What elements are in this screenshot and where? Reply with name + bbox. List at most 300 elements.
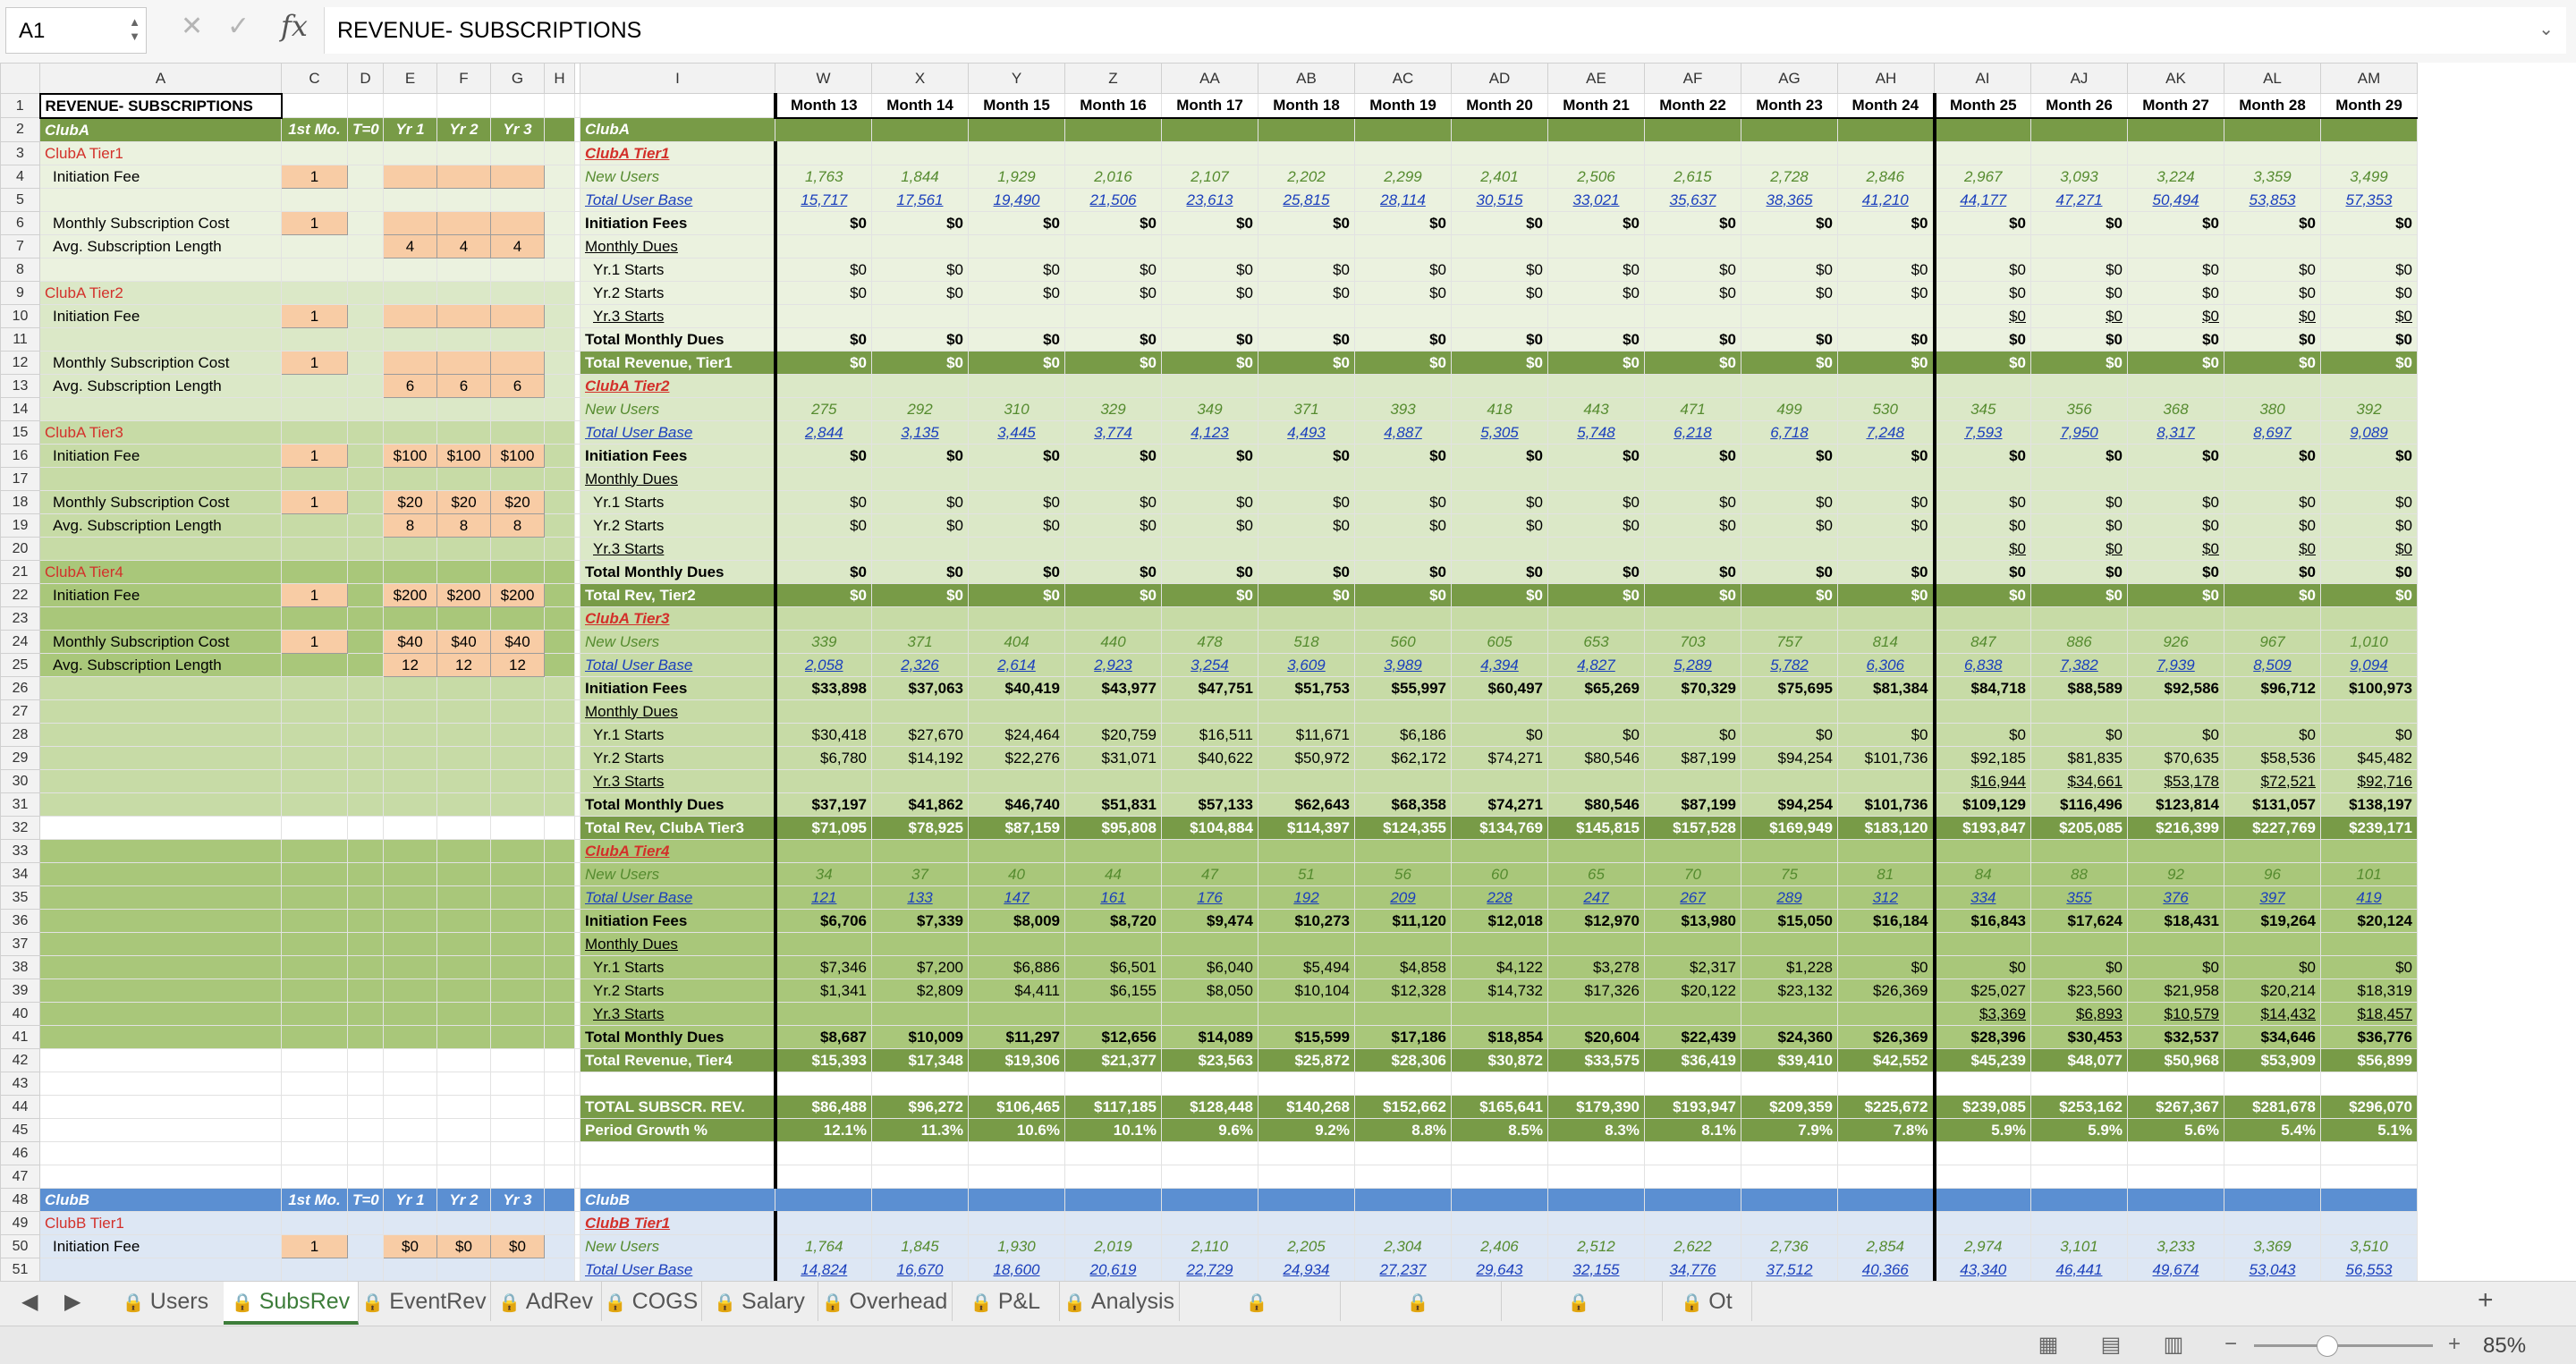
cell[interactable] [491, 862, 545, 885]
value-cell[interactable]: $10,273 [1258, 909, 1355, 932]
value-cell[interactable] [1065, 839, 1162, 862]
cell[interactable] [545, 94, 575, 118]
row-header[interactable]: 23 [1, 606, 40, 630]
value-cell[interactable]: $101,736 [1838, 746, 1935, 769]
cell[interactable]: Yr 3 [491, 1188, 545, 1211]
value-cell[interactable] [2224, 141, 2321, 165]
input-cell[interactable]: 4 [384, 234, 437, 258]
value-cell[interactable] [2031, 1188, 2128, 1211]
value-cell[interactable] [2031, 1072, 2128, 1095]
cell[interactable] [437, 606, 491, 630]
value-cell[interactable]: $0 [2321, 351, 2418, 374]
value-cell[interactable] [1741, 304, 1838, 327]
value-cell[interactable]: $0 [1838, 351, 1935, 374]
value-cell[interactable]: $4,411 [969, 979, 1065, 1002]
value-cell[interactable]: 2,205 [1258, 1234, 1355, 1258]
value-cell[interactable]: $11,671 [1258, 723, 1355, 746]
column-header[interactable]: AH [1838, 64, 1935, 94]
cell[interactable] [282, 281, 348, 304]
value-cell[interactable]: $4,858 [1355, 955, 1452, 979]
value-cell[interactable]: $0 [2128, 560, 2224, 583]
value-cell[interactable]: $0 [2321, 560, 2418, 583]
value-cell[interactable]: $0 [1452, 444, 1548, 467]
value-cell[interactable]: $0 [1355, 490, 1452, 513]
value-cell[interactable]: $45,482 [2321, 746, 2418, 769]
value-cell[interactable] [1741, 234, 1838, 258]
cell[interactable] [437, 979, 491, 1002]
value-cell[interactable]: $12,656 [1065, 1025, 1162, 1048]
value-cell[interactable]: $0 [2031, 723, 2128, 746]
value-cell[interactable]: $0 [1548, 560, 1645, 583]
value-cell[interactable]: $25,027 [1935, 979, 2031, 1002]
value-cell[interactable] [1258, 467, 1355, 490]
value-cell[interactable]: $0 [2031, 304, 2128, 327]
value-cell[interactable] [1258, 304, 1355, 327]
cell[interactable] [282, 537, 348, 560]
cell[interactable] [491, 676, 545, 699]
input-cell[interactable]: $0 [491, 1234, 545, 1258]
cell[interactable] [348, 932, 384, 955]
value-cell[interactable]: 4,394 [1452, 653, 1548, 676]
value-cell[interactable] [775, 537, 872, 560]
cell[interactable] [282, 397, 348, 420]
value-cell[interactable] [775, 304, 872, 327]
value-cell[interactable]: $0 [2224, 327, 2321, 351]
value-cell[interactable] [1452, 1188, 1548, 1211]
value-cell[interactable]: 847 [1935, 630, 2031, 653]
value-cell[interactable]: $0 [872, 351, 969, 374]
value-cell[interactable]: 25,815 [1258, 188, 1355, 211]
value-cell[interactable]: $56,899 [2321, 1048, 2418, 1072]
value-cell[interactable] [1548, 1002, 1645, 1025]
value-cell[interactable] [1645, 1072, 1741, 1095]
value-cell[interactable] [2224, 932, 2321, 955]
value-cell[interactable]: $28,306 [1355, 1048, 1452, 1072]
cell[interactable] [545, 792, 575, 816]
value-cell[interactable]: 1,844 [872, 165, 969, 188]
value-cell[interactable]: 376 [2128, 885, 2224, 909]
value-cell[interactable]: 2,401 [1452, 165, 1548, 188]
value-cell[interactable]: 9.6% [1162, 1118, 1258, 1141]
input-cell[interactable]: 1 [282, 583, 348, 606]
value-cell[interactable]: 2,202 [1258, 165, 1355, 188]
value-cell[interactable] [1452, 1211, 1548, 1234]
cell[interactable] [384, 932, 437, 955]
cell[interactable] [348, 885, 384, 909]
value-cell[interactable]: $22,276 [969, 746, 1065, 769]
next-sheet-icon[interactable]: ▶ [64, 1290, 81, 1314]
cell[interactable] [348, 351, 384, 374]
cell[interactable] [437, 1118, 491, 1141]
value-cell[interactable]: $106,465 [969, 1095, 1065, 1118]
spreadsheet-grid[interactable] [0, 63, 2576, 1281]
value-cell[interactable] [1548, 769, 1645, 792]
cell[interactable] [384, 1025, 437, 1048]
add-sheet-button[interactable]: + [2478, 1285, 2494, 1315]
row-header[interactable]: 50 [1, 1234, 40, 1258]
value-cell[interactable]: 3,233 [2128, 1234, 2224, 1258]
cell[interactable] [491, 955, 545, 979]
value-cell[interactable] [872, 141, 969, 165]
value-cell[interactable]: $183,120 [1838, 816, 1935, 839]
value-cell[interactable] [1065, 467, 1162, 490]
value-cell[interactable]: $10,009 [872, 1025, 969, 1048]
cell[interactable] [545, 1072, 575, 1095]
value-cell[interactable]: $0 [969, 490, 1065, 513]
input-cell[interactable]: 12 [384, 653, 437, 676]
value-cell[interactable]: $128,448 [1162, 1095, 1258, 1118]
row-header[interactable]: 2 [1, 118, 40, 142]
cell[interactable] [545, 932, 575, 955]
value-cell[interactable]: 14,824 [775, 1258, 872, 1281]
value-cell[interactable]: $33,898 [775, 676, 872, 699]
row-header[interactable]: 6 [1, 211, 40, 234]
cell[interactable] [282, 1048, 348, 1072]
value-cell[interactable] [969, 839, 1065, 862]
value-cell[interactable]: 886 [2031, 630, 2128, 653]
value-cell[interactable] [2321, 699, 2418, 723]
value-cell[interactable]: $0 [1452, 723, 1548, 746]
value-cell[interactable]: $0 [2031, 513, 2128, 537]
value-cell[interactable] [1548, 839, 1645, 862]
cell[interactable] [491, 932, 545, 955]
value-cell[interactable]: $24,464 [969, 723, 1065, 746]
value-cell[interactable] [775, 699, 872, 723]
cell[interactable] [282, 792, 348, 816]
value-cell[interactable]: $0 [1935, 513, 2031, 537]
value-cell[interactable]: $0 [1065, 490, 1162, 513]
cell[interactable] [491, 141, 545, 165]
cell[interactable] [545, 862, 575, 885]
value-cell[interactable]: 267 [1645, 885, 1741, 909]
cell[interactable] [282, 1118, 348, 1141]
value-cell[interactable] [1548, 1072, 1645, 1095]
cell[interactable] [545, 1141, 575, 1165]
value-cell[interactable]: $34,646 [2224, 1025, 2321, 1048]
value-cell[interactable]: $0 [1548, 327, 1645, 351]
value-cell[interactable]: 703 [1645, 630, 1741, 653]
value-cell[interactable]: $15,599 [1258, 1025, 1355, 1048]
value-cell[interactable]: 57,353 [2321, 188, 2418, 211]
cell[interactable] [282, 979, 348, 1002]
row-header[interactable]: 13 [1, 374, 40, 397]
value-cell[interactable] [1452, 1072, 1548, 1095]
cell[interactable] [545, 165, 575, 188]
cell[interactable] [384, 281, 437, 304]
value-cell[interactable] [1065, 1072, 1162, 1095]
value-cell[interactable] [775, 234, 872, 258]
value-cell[interactable] [1645, 304, 1741, 327]
value-cell[interactable]: 418 [1452, 397, 1548, 420]
value-cell[interactable] [1838, 699, 1935, 723]
value-cell[interactable]: $5,494 [1258, 955, 1355, 979]
tab-analysis[interactable] [1059, 1282, 1180, 1321]
column-header[interactable]: AC [1355, 64, 1452, 94]
cell[interactable] [348, 188, 384, 211]
cell[interactable] [545, 188, 575, 211]
value-cell[interactable]: $0 [2321, 955, 2418, 979]
value-cell[interactable]: $0 [2128, 258, 2224, 281]
value-cell[interactable] [1258, 769, 1355, 792]
value-cell[interactable] [775, 118, 872, 142]
cell[interactable] [384, 723, 437, 746]
value-cell[interactable] [1935, 699, 2031, 723]
cell[interactable] [437, 188, 491, 211]
value-cell[interactable]: $6,040 [1162, 955, 1258, 979]
value-cell[interactable]: 50,494 [2128, 188, 2224, 211]
cell[interactable] [348, 909, 384, 932]
cell[interactable] [282, 1025, 348, 1048]
cell[interactable] [491, 327, 545, 351]
value-cell[interactable] [1355, 467, 1452, 490]
value-cell[interactable]: 339 [775, 630, 872, 653]
value-cell[interactable]: 2,512 [1548, 1234, 1645, 1258]
value-cell[interactable]: 5.9% [1935, 1118, 2031, 1141]
row-header[interactable]: 1 [1, 94, 40, 118]
value-cell[interactable]: 471 [1645, 397, 1741, 420]
value-cell[interactable] [1258, 1002, 1355, 1025]
value-cell[interactable]: $0 [1355, 258, 1452, 281]
cell[interactable] [348, 560, 384, 583]
value-cell[interactable]: $36,776 [2321, 1025, 2418, 1048]
input-cell[interactable]: 6 [491, 374, 545, 397]
cell[interactable] [348, 792, 384, 816]
cell[interactable] [348, 1234, 384, 1258]
value-cell[interactable]: $0 [1838, 327, 1935, 351]
cell[interactable] [282, 606, 348, 630]
value-cell[interactable]: $134,769 [1452, 816, 1548, 839]
value-cell[interactable]: $0 [1355, 211, 1452, 234]
value-cell[interactable]: $0 [1645, 513, 1741, 537]
value-cell[interactable]: $0 [1452, 211, 1548, 234]
cell[interactable] [384, 188, 437, 211]
value-cell[interactable]: 5,748 [1548, 420, 1645, 444]
value-cell[interactable] [1355, 1188, 1452, 1211]
value-cell[interactable]: 1,845 [872, 1234, 969, 1258]
value-cell[interactable] [775, 1188, 872, 1211]
value-cell[interactable]: $0 [872, 583, 969, 606]
cell[interactable] [282, 816, 348, 839]
cell[interactable] [348, 653, 384, 676]
value-cell[interactable]: $0 [1162, 560, 1258, 583]
value-cell[interactable] [1258, 1188, 1355, 1211]
input-cell[interactable]: 8 [384, 513, 437, 537]
value-cell[interactable]: 101 [2321, 862, 2418, 885]
value-cell[interactable]: $47,751 [1162, 676, 1258, 699]
value-cell[interactable]: $72,521 [2224, 769, 2321, 792]
value-cell[interactable] [1162, 141, 1258, 165]
value-cell[interactable]: 84 [1935, 862, 2031, 885]
value-cell[interactable] [969, 1072, 1065, 1095]
cell[interactable] [545, 513, 575, 537]
value-cell[interactable] [1355, 537, 1452, 560]
value-cell[interactable]: $116,496 [2031, 792, 2128, 816]
value-cell[interactable] [775, 932, 872, 955]
value-cell[interactable]: $7,339 [872, 909, 969, 932]
value-cell[interactable]: $94,254 [1741, 746, 1838, 769]
value-cell[interactable]: $0 [1645, 211, 1741, 234]
value-cell[interactable]: $92,185 [1935, 746, 2031, 769]
input-cell[interactable]: 4 [491, 234, 545, 258]
row-header[interactable]: 11 [1, 327, 40, 351]
value-cell[interactable] [775, 1211, 872, 1234]
value-cell[interactable]: $0 [2128, 955, 2224, 979]
value-cell[interactable]: $0 [2321, 258, 2418, 281]
cell[interactable] [384, 537, 437, 560]
cell[interactable] [545, 1025, 575, 1048]
value-cell[interactable]: $0 [1741, 444, 1838, 467]
value-cell[interactable]: $0 [775, 444, 872, 467]
value-cell[interactable] [2224, 118, 2321, 142]
input-cell[interactable] [384, 165, 437, 188]
value-cell[interactable] [2128, 606, 2224, 630]
column-header[interactable]: A [40, 64, 282, 94]
value-cell[interactable] [1355, 769, 1452, 792]
value-cell[interactable]: 404 [969, 630, 1065, 653]
value-cell[interactable]: 2,110 [1162, 1234, 1258, 1258]
cell[interactable] [282, 1165, 348, 1188]
value-cell[interactable] [872, 1002, 969, 1025]
value-cell[interactable]: $1,228 [1741, 955, 1838, 979]
value-cell[interactable] [1258, 606, 1355, 630]
value-cell[interactable]: 3,135 [872, 420, 969, 444]
chevron-down-icon[interactable]: ⌄ [2538, 20, 2554, 39]
value-cell[interactable] [969, 467, 1065, 490]
insert-function-icon[interactable]: fx [281, 9, 308, 43]
value-cell[interactable]: $0 [1258, 258, 1355, 281]
cell[interactable] [384, 397, 437, 420]
value-cell[interactable]: $0 [1452, 258, 1548, 281]
value-cell[interactable]: $0 [2321, 304, 2418, 327]
value-cell[interactable] [1355, 606, 1452, 630]
cell[interactable] [348, 1211, 384, 1234]
value-cell[interactable]: $0 [1741, 258, 1838, 281]
value-cell[interactable] [1935, 839, 2031, 862]
value-cell[interactable]: 8,317 [2128, 420, 2224, 444]
value-cell[interactable]: 53,853 [2224, 188, 2321, 211]
value-cell[interactable]: $145,815 [1548, 816, 1645, 839]
value-cell[interactable] [969, 769, 1065, 792]
value-cell[interactable]: 2,923 [1065, 653, 1162, 676]
zoom-slider[interactable] [2254, 1344, 2433, 1347]
input-cell[interactable]: $0 [384, 1234, 437, 1258]
value-cell[interactable]: 3,445 [969, 420, 1065, 444]
cell[interactable] [545, 281, 575, 304]
value-cell[interactable]: 34,776 [1645, 1258, 1741, 1281]
input-cell[interactable]: 1 [282, 165, 348, 188]
value-cell[interactable] [1548, 118, 1645, 142]
cell[interactable] [282, 1258, 348, 1281]
value-cell[interactable]: 392 [2321, 397, 2418, 420]
value-cell[interactable]: $0 [969, 211, 1065, 234]
column-header[interactable]: AD [1452, 64, 1548, 94]
value-cell[interactable]: $6,706 [775, 909, 872, 932]
value-cell[interactable] [1645, 839, 1741, 862]
value-cell[interactable] [2128, 141, 2224, 165]
value-cell[interactable]: 499 [1741, 397, 1838, 420]
value-cell[interactable]: $0 [1065, 327, 1162, 351]
input-cell[interactable] [437, 165, 491, 188]
row-header[interactable]: 26 [1, 676, 40, 699]
column-header[interactable]: AL [2224, 64, 2321, 94]
value-cell[interactable] [1645, 1002, 1741, 1025]
value-cell[interactable]: $12,970 [1548, 909, 1645, 932]
value-cell[interactable]: $14,192 [872, 746, 969, 769]
cell[interactable] [348, 955, 384, 979]
value-cell[interactable]: $0 [2321, 490, 2418, 513]
value-cell[interactable]: $23,560 [2031, 979, 2128, 1002]
row-header[interactable]: 16 [1, 444, 40, 467]
value-cell[interactable] [1741, 537, 1838, 560]
value-cell[interactable]: $0 [872, 211, 969, 234]
cell[interactable] [545, 979, 575, 1002]
value-cell[interactable]: $30,453 [2031, 1025, 2128, 1048]
value-cell[interactable]: $0 [2224, 444, 2321, 467]
value-cell[interactable] [1355, 1072, 1452, 1095]
cell[interactable] [348, 444, 384, 467]
cell[interactable] [491, 420, 545, 444]
cell[interactable] [491, 723, 545, 746]
value-cell[interactable] [1741, 932, 1838, 955]
value-cell[interactable]: 3,254 [1162, 653, 1258, 676]
value-cell[interactable]: $0 [1741, 583, 1838, 606]
value-cell[interactable] [1162, 118, 1258, 142]
value-cell[interactable] [2321, 839, 2418, 862]
value-cell[interactable] [1838, 141, 1935, 165]
value-cell[interactable]: 440 [1065, 630, 1162, 653]
cell[interactable] [545, 537, 575, 560]
value-cell[interactable]: $0 [1645, 490, 1741, 513]
value-cell[interactable]: 20,619 [1065, 1258, 1162, 1281]
value-cell[interactable]: $0 [1741, 211, 1838, 234]
cell[interactable] [437, 1072, 491, 1095]
value-cell[interactable]: 40,366 [1838, 1258, 1935, 1281]
column-header[interactable]: AA [1162, 64, 1258, 94]
value-cell[interactable]: $17,624 [2031, 909, 2128, 932]
value-cell[interactable]: $0 [1935, 444, 2031, 467]
cell[interactable] [545, 1095, 575, 1118]
cell[interactable] [282, 467, 348, 490]
column-header[interactable]: G [491, 64, 545, 94]
row-header[interactable]: 30 [1, 769, 40, 792]
value-cell[interactable]: 3,369 [2224, 1234, 2321, 1258]
cell[interactable] [282, 1072, 348, 1095]
value-cell[interactable] [775, 1072, 872, 1095]
value-cell[interactable]: 2,622 [1645, 1234, 1741, 1258]
row-header[interactable]: 24 [1, 630, 40, 653]
value-cell[interactable] [2321, 932, 2418, 955]
input-cell[interactable]: 6 [437, 374, 491, 397]
value-cell[interactable]: 2,854 [1838, 1234, 1935, 1258]
row-header[interactable]: 28 [1, 723, 40, 746]
value-cell[interactable]: 28,114 [1355, 188, 1452, 211]
value-cell[interactable]: $0 [1935, 723, 2031, 746]
row-header[interactable]: 25 [1, 653, 40, 676]
row-header[interactable]: 5 [1, 188, 40, 211]
row-header[interactable]: 38 [1, 955, 40, 979]
value-cell[interactable]: $65,269 [1548, 676, 1645, 699]
cell[interactable] [491, 258, 545, 281]
row-header[interactable]: 51 [1, 1258, 40, 1281]
value-cell[interactable] [1452, 699, 1548, 723]
value-cell[interactable]: 653 [1548, 630, 1645, 653]
row-header[interactable]: 3 [1, 141, 40, 165]
value-cell[interactable]: $123,814 [2128, 792, 2224, 816]
value-cell[interactable]: $0 [1935, 537, 2031, 560]
cell[interactable] [348, 979, 384, 1002]
value-cell[interactable] [1935, 1188, 2031, 1211]
value-cell[interactable]: $0 [1548, 281, 1645, 304]
